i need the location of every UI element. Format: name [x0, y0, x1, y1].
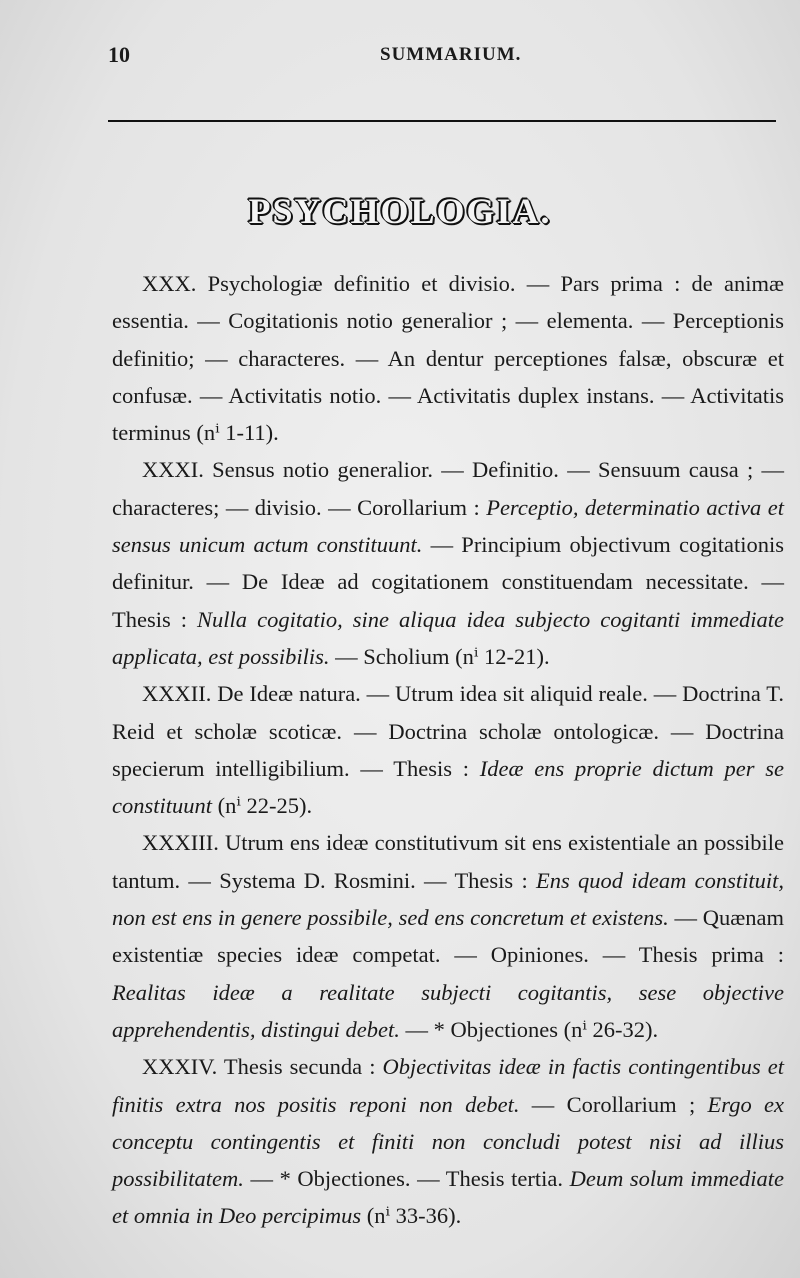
thesis-tertia-text: Deum solum immediate et omnia in Deo percipimus: [112, 1166, 784, 1229]
page-number: 10: [108, 42, 130, 67]
thesis-secunda-text: Objectivitas ideæ in factis contingentibus et finitis extra nos positis reponi non debet.: [112, 1054, 784, 1117]
thesis-prima-text: Realitas ideæ a realitate subjecti cogitantis, sese objective apprehendentis, distingui debet.: [112, 979, 784, 1042]
paragraph-xxxiv: XXXIV. Thesis secunda : Objectivitas ideæ in factis contingentibus et finitis extra nos positis reponi non debet. — Corollarium ; Ergo ex conceptu contingentis et finiti non concludi potest nisi ad illius possibilitatem. — * Objectiones. — Thesis tertia. Deum solum immediate et omnia in Deo percipimus (nⁱ 33-36).: [112, 1054, 784, 1229]
header-rule: [108, 120, 776, 122]
summary-body: [112, 265, 784, 1235]
thesis-text: Ideæ ens proprie dictum per se constituunt: [112, 755, 784, 819]
page-header: [108, 42, 776, 76]
thesis-text: Nulla cogitatio, sine aliqua idea subjecto cogitanti immediate applicata, est possibilis.: [112, 606, 785, 669]
thesis-text: Ens quod ideam constituit, non est ens in genere possibile, sed ens concretum et existens.: [112, 867, 784, 931]
paragraph-xxx: XXX. Psychologiæ definitio et divisio. — Pars prima : de animæ essentia. — Cogitationis notio generalior ; — elementa. — Perceptionis definitio; — characteres. — An dentur perceptiones falsæ, obscuræ et confusæ. — Activitatis notio. — Activitatis duplex instans. — Activitatis terminus (nⁱ 1-11).: [112, 271, 784, 446]
paragraph-xxxiii: XXXIII. Utrum ens ideæ constitutivum sit ens existentiale an possibile tantum. — Systema D. Rosmini. — Thesis : Ens quod ideam constituit, non est ens in genere possibile, sed ens concretum et existens. — Quænam existentiæ species ideæ competat. — Opiniones. — Thesis prima : Realitas ideæ a realitate subjecti cogitantis, sese objective apprehendentis, distingui debet. — * Objectiones (nⁱ 26-32).: [112, 830, 784, 1042]
section-title: PSYCHOLOGIA.: [248, 191, 552, 231]
corollary-text: Perceptio, determinatio activa et sensus unicum actum constituunt.: [112, 494, 784, 558]
running-head: SUMMARIUM.: [380, 44, 522, 65]
paragraph-xxxi: XXXI. Sensus notio generalior. — Definitio. — Sensuum causa ; — characteres; — divisio. — Corollarium : Perceptio, determinatio activa et sensus unicum actum constituunt. — Principium objectivum cogitationis definitur. — De Ideæ ad cogitationem constituendam necessitate. — Thesis : Nulla cogitatio, sine aliqua idea subjecto cogitanti immediate applicata, est possibilis. — Scholium (nⁱ 12-21).: [112, 457, 785, 669]
corollary-text: Ergo ex conceptu contingentis et finiti non concludi potest nisi ad illius possibilitatem.: [112, 1091, 784, 1192]
paragraph-xxxii: XXXII. De Ideæ natura. — Utrum idea sit aliquid reale. — Doctrina T. Reid et scholæ scoticæ. — Doctrina scholæ ontologicæ. — Doctrina specierum intelligibilium. — Thesis : Ideæ ens proprie dictum per se constituunt (nⁱ 22-25).: [112, 681, 784, 819]
